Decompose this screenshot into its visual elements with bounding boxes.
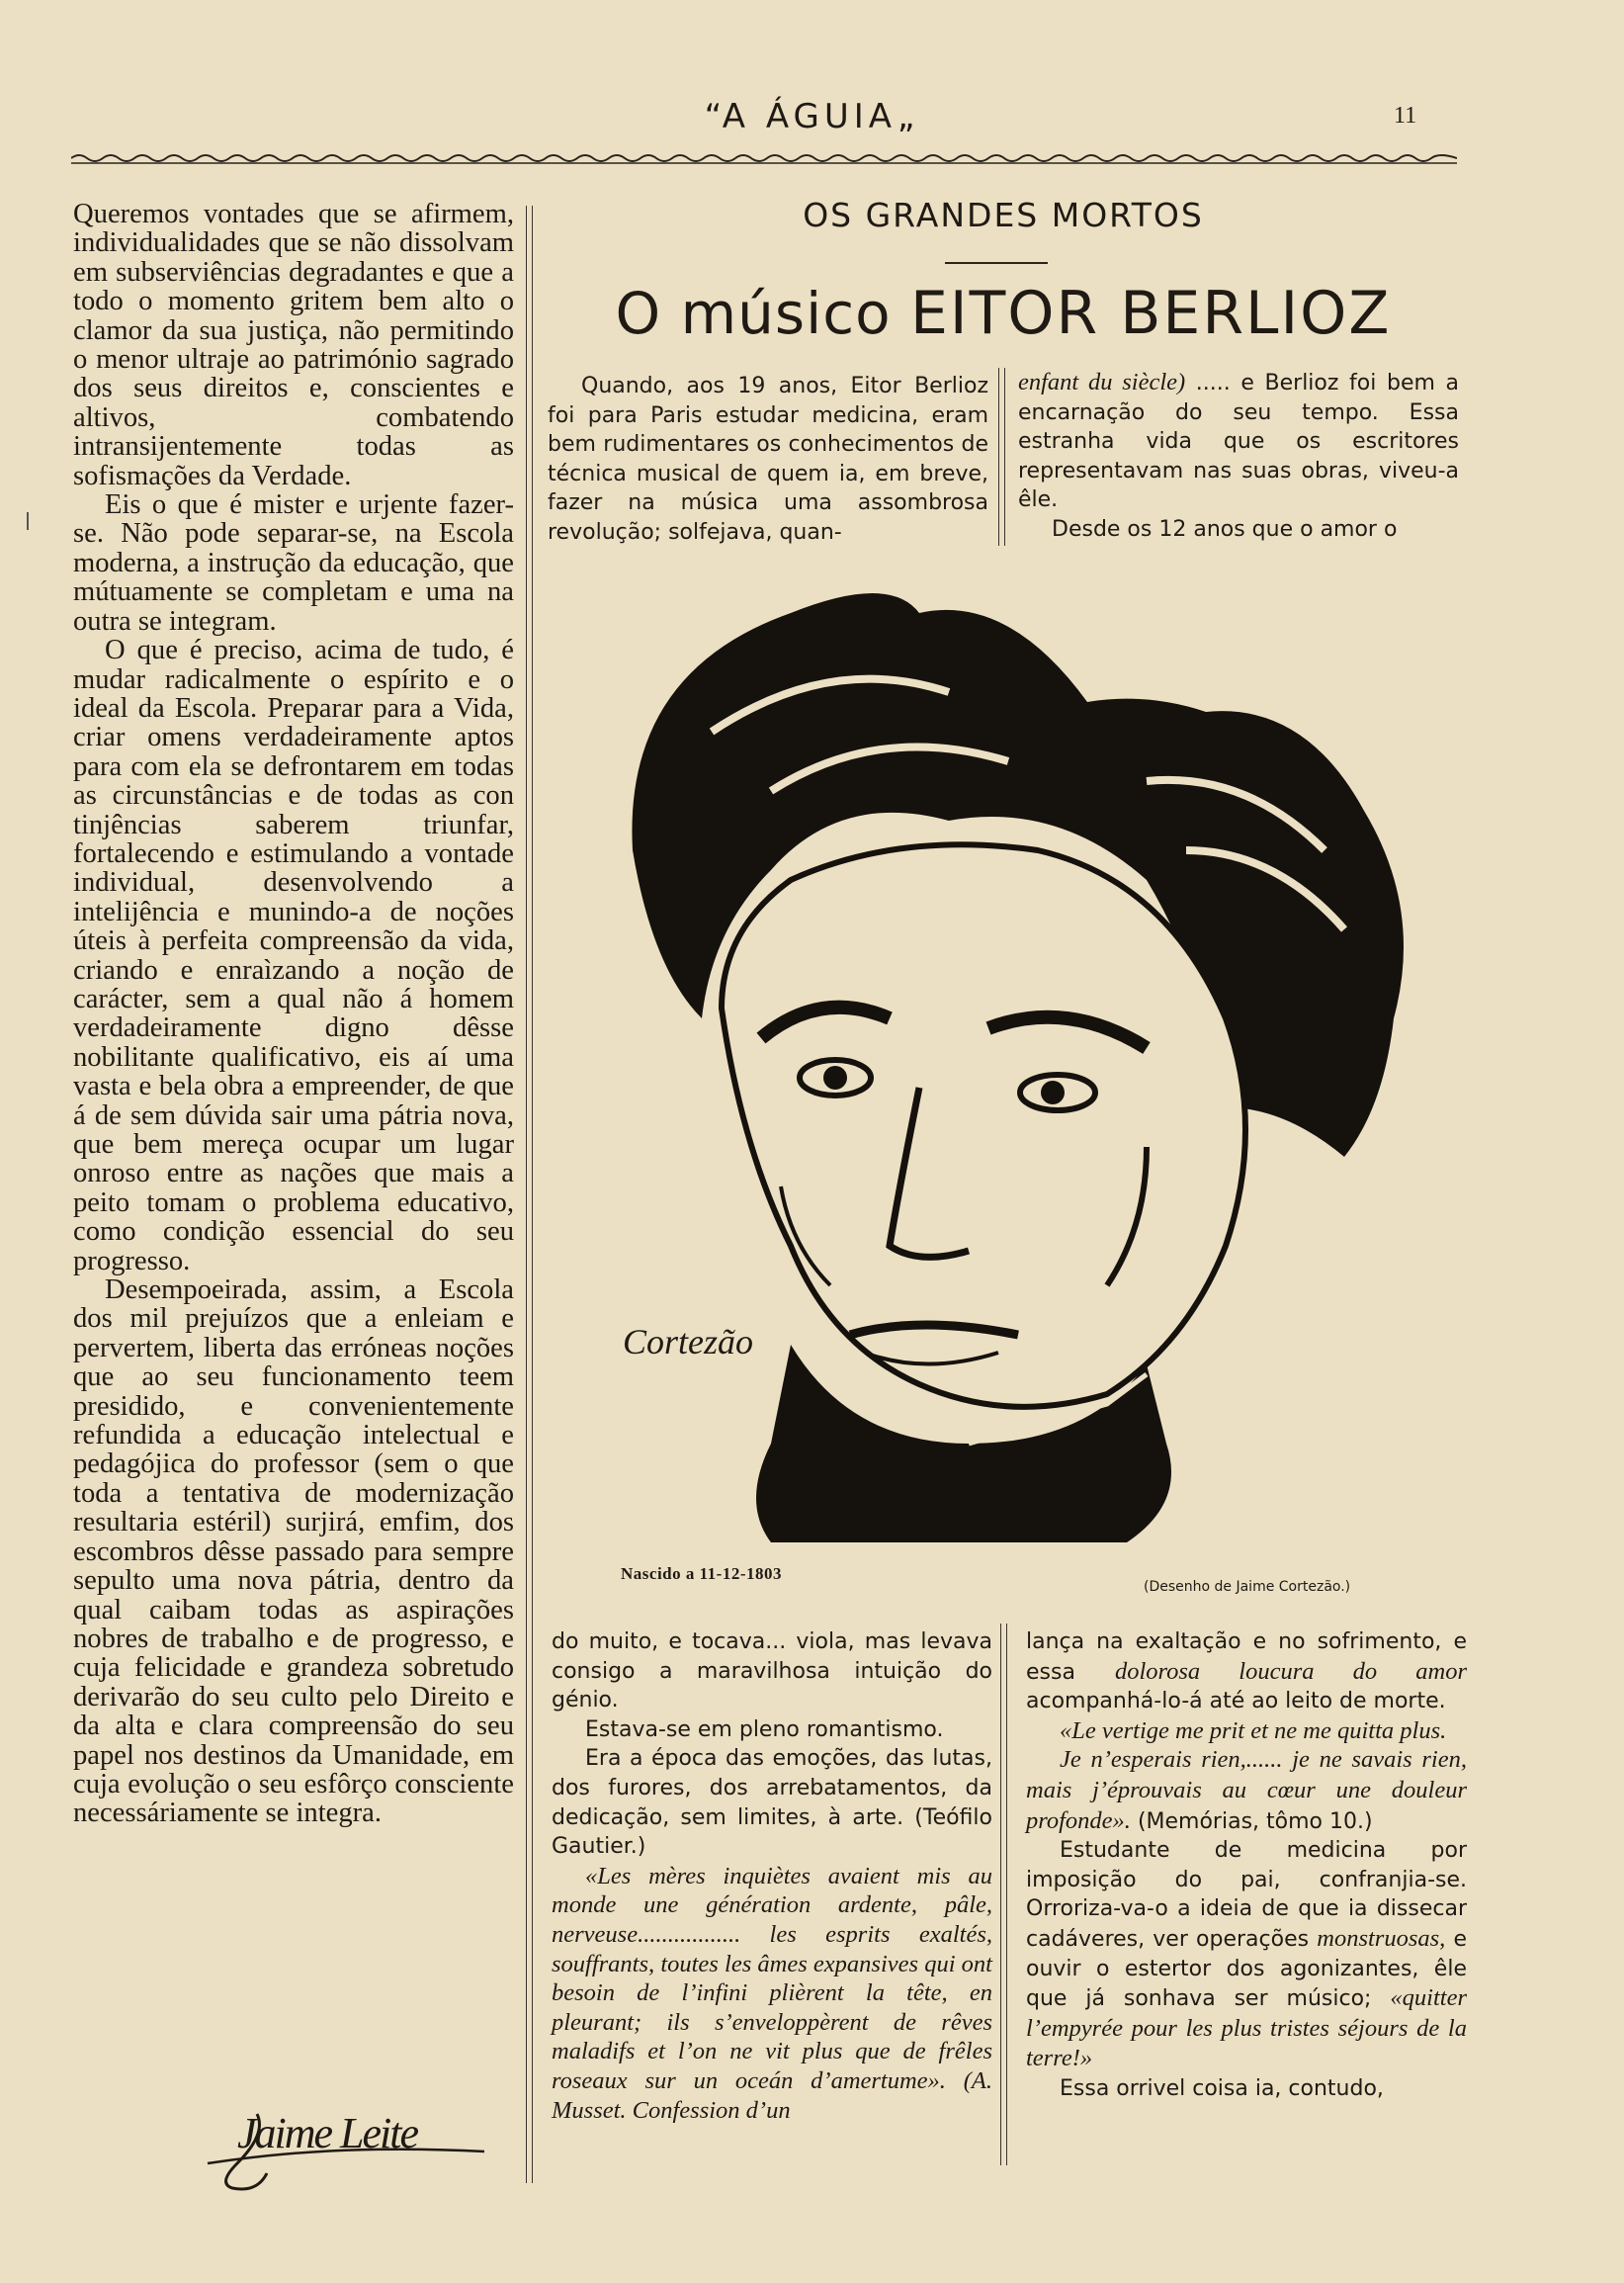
column-rule-left — [526, 206, 533, 2183]
bottom-right-paragraph-4: Essa orrivel coisa ia, contudo, — [1060, 2075, 1384, 2101]
berlioz-portrait-illustration — [593, 554, 1443, 1552]
bottom-left-paragraph-2: Estava-se em pleno romantismo. — [585, 1716, 944, 1742]
bottom-left-quote: «Les mères inquiètes avaient mis au monde une génération ardente, pâle, nerveuse................. les esprits exaltés, souffrants, toutes les âmes expansives qui ont besoin de l’infini plièrent la tête, en pleurant; ils s’enveloppèrent de rêves maladifs et l’on ne vit plus que de frêles roseaux sur un oceán d’amertume». (A. Musset. Confession d’un — [552, 1862, 992, 2124]
header-wavy-rule — [71, 146, 1457, 166]
top-right-italic: enfant du siècle) — [1018, 369, 1186, 395]
bottom-right-text-d: e ouvir o estertor dos agonizantes, êle que já sonhava ser músico; — [1026, 1926, 1467, 2012]
article-bottom-left — [552, 1627, 992, 2125]
bottom-right-quote-1: «Le vertige me prit et ne me quitta plus. — [1060, 1716, 1447, 1744]
left-paragraph-2: Eis o que é mister e urjente fazer-se. Não pode separar-se, na Escola moderna, a instrução da educação, que mútuamente se completam e uma na outra se integram. — [73, 489, 514, 637]
margin-mark — [27, 512, 29, 530]
title-divider — [945, 262, 1048, 264]
bottom-right-text-b: acompanhá-lo-á até ao leito de morte. — [1026, 1689, 1446, 1714]
left-paragraph-4: Desempoeirada, assim, a Escola dos mil prejuízos que a enleiam e pervertem, liberta das erróneas noções que ao seu funcionamento teem presidido, e convenientemente refundida a educação intelectual e pedagójica do professor (sem o que toda a tentativa de modernização resultaria estéril) surjirá, emfim, dos escombros dêsse passado para sempre sepulto uma nova pátria, dentro da qual caibam todas as aspirações nobres de trabalho e de progresso, e cuja felicidade e grandeza sobretudo derivarão do seu culto pelo Direito e da alta e clara compreensão do seu papel nos destinos da Umanidade, em cuja evolução o seu esfôrço consciente necessáriamente se integra. — [73, 1274, 514, 1829]
page-number: 11 — [1394, 103, 1417, 129]
left-column — [73, 200, 514, 1828]
author-signature: Jaime Leite — [237, 2109, 418, 2157]
bottom-right-text-c: Estudante de medicina por imposição do pai, confranjia-se. Orroriza-va-o a ideia de que ia dissecar cadáveres, ver operações — [1026, 1838, 1467, 1952]
column-rule-top — [998, 368, 1005, 546]
article-title — [544, 279, 1463, 348]
bottom-right-italic-b: monstruosas, — [1317, 1924, 1446, 1952]
left-paragraph-1: Queremos vontades que se afirmem, individualidades que se não dissolvam em subserviências degradantes e que a todo o momento gritem bem alto o clamor da sua justiça, não permitindo o menor ultraje ao património sagrado dos seus direitos e, conscientes e altivos, combatendo intransijentemente todas as sofismações da Verdade. — [73, 199, 514, 491]
birth-caption: Nascido a 11-12-1803 — [621, 1564, 782, 1583]
article-bottom-right — [1026, 1627, 1467, 2104]
title-prefix: O músico — [615, 280, 892, 347]
bottom-right-quote-2-ref: (Memórias, tômo 10.) — [1137, 1808, 1373, 1834]
article-top-left-paragraph: Quando, aos 19 anos, Eitor Berlioz foi para Paris estudar medicina, eram bem rudimentares os conhecimentos de técnica musical de quem ia, em breve, fazer na música uma assombrosa revolução; solfejava, quan- — [548, 374, 988, 545]
bottom-right-quote-2: Je n’esperais rien,...... je ne savais rien, mais j’éprouvais au cœur une douleur profonde». — [1026, 1746, 1467, 1834]
left-paragraph-3: O que é preciso, acima de tudo, é mudar radicalmente o espírito e o ideal da Escola. Preparar para a Vida, criar omens verdadeiramente aptos para com ela se defrontarem em todas as circunstâncias e de todas as con tinjências saberem triunfar, fortalecendo e estimulando a vontade individual, desenvolvendo a intelijência e munindo-a de noções úteis à perfeita compreensão da vida, criando e enraìzando a noção de carácter, sem a qual não á homem verdadeiramente digno dêsse nobilitante qualificativo, eis aí uma vasta e bela obra a empreender, de que á de sem dúvida sair uma pátria nova, que bem mereça ocupar um lugar onroso entre as nações que mais a peito tomam o problema educativo, como condição essencial do seu progresso. — [73, 635, 514, 1276]
bottom-right-text-a: lança na exaltação e no sofrimento, e essa — [1026, 1629, 1467, 1685]
bottom-right-quote-3: «quitter l’empyrée pour les plus tristes séjours de la terre!» — [1026, 1984, 1467, 2072]
running-head: “A ÁGUIA„ — [704, 97, 920, 136]
title-name: EITOR BERLIOZ — [910, 279, 1392, 348]
bottom-left-paragraph-3: Era a época das emoções, das lutas, dos furores, dos arrebatamentos, da dedicação, sem limites, à arte. (Teófilo Gautier.) — [552, 1746, 992, 1860]
illustration-signature: Cortezão — [623, 1322, 754, 1361]
section-title: OS GRANDES MORTOS — [803, 196, 1204, 234]
credit-caption: (Desenho de Jaime Cortezão.) — [1144, 1579, 1351, 1595]
bottom-left-paragraph-1: do muito, e tocava... viola, mas levava consigo a maravilhosa intuição do génio. — [552, 1629, 992, 1713]
column-rule-bottom — [1000, 1624, 1007, 2165]
article-top-left — [548, 372, 988, 548]
top-right-paragraph-2: Desde os 12 anos que o amor o — [1052, 516, 1398, 542]
top-right-text: ..... e Berlioz foi bem a encarnação do seu tempo. Essa estranha vida que os escritores representavam nas suas obras, viveu-a êle. — [1018, 371, 1460, 513]
article-top-right — [1018, 368, 1459, 545]
bottom-right-italic-a: dolorosa loucura do amor — [1114, 1657, 1467, 1685]
